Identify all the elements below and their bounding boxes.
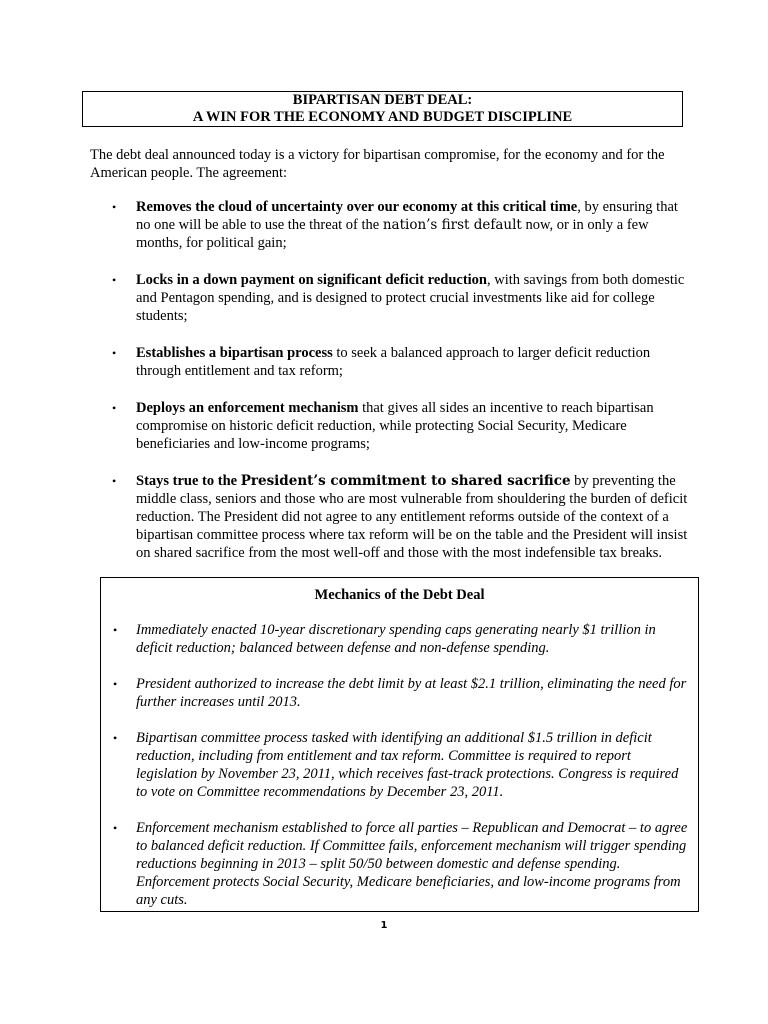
bullet-icon: • <box>112 200 117 214</box>
bullet-icon: • <box>113 821 118 835</box>
list-item <box>101 729 691 801</box>
mechanics-box <box>100 577 699 912</box>
bullet-icon: • <box>112 474 117 488</box>
bullet-heading: Locks in a down payment on significant deficit reduction <box>136 272 487 288</box>
bullet-heading: Stays true to the <box>136 473 241 489</box>
intro-paragraph: The debt deal announced today is a victory for bipartisan compromise, for the economy and for the American people. The agreement: <box>90 147 665 181</box>
bullet-heading: Removes the cloud of uncertainty over our economy at this critical time <box>136 199 578 215</box>
document-title-line2: A WIN FOR THE ECONOMY AND BUDGET DISCIPLINE <box>192 109 573 125</box>
bullet-icon: • <box>113 677 118 691</box>
bullet-text: , by ensuring that no one will be able to use the threat of the <box>136 199 678 233</box>
bullet-text: to seek a balanced approach to larger deficit reduction through entitlement and tax reform; <box>136 345 651 379</box>
document-title-box <box>82 91 683 127</box>
mechanics-list <box>101 621 691 927</box>
list-item <box>101 621 691 657</box>
bullet-icon: • <box>112 273 117 287</box>
mechanics-item-text: Enforcement mechanism established to force all parties – Republican and Democrat – to agree to balanced deficit reduction. If Committee fails, enforcement mechanism will trigger spending reductions beginning in 2013 – split 50/50 between domestic and defense spending. Enforcement protects Social Security, Medicare beneficiaries, and low-income programs from any cuts. <box>136 820 688 908</box>
mechanics-item-text: Bipartisan committee process tasked with identifying an additional $1.5 trillion in deficit reduction, including from entitlement and tax reform. Committee is required to report legislation by November 23, 2011, which receives fast-track protections. Congress is required to vote on Committee recommendations by December 23, 2011. <box>136 730 679 800</box>
bullet-icon: • <box>112 346 117 360</box>
list-item <box>90 472 690 562</box>
bullet-heading-alt-font: President’s commitment to shared sacrifice <box>240 473 571 489</box>
list-item <box>101 819 691 909</box>
agreement-bullet-list <box>90 198 690 581</box>
list-item <box>90 344 690 380</box>
document-title-line1: BIPARTISAN DEBT DEAL: <box>292 92 473 108</box>
mechanics-title: Mechanics of the Debt Deal <box>314 587 485 603</box>
bullet-icon: • <box>113 623 118 637</box>
bullet-text-alt-font: nation’s first default <box>382 217 522 233</box>
bullet-text: by preventing the middle class, seniors and those who are most vulnerable from shouldering the burden of deficit reduction. The President did not agree to any entitlement reforms outside of the context of a bipartisan committee process where tax reform will be on the table and the President will insist on shared sacrifice from the most well-off and those with the most indefensible tax breaks. <box>136 473 688 561</box>
mechanics-item-text: President authorized to increase the debt limit by at least $2.1 trillion, eliminating the need for further increases until 2013. <box>136 676 687 710</box>
list-item <box>90 198 690 252</box>
bullet-icon: • <box>113 731 118 745</box>
bullet-text: , with savings from both domestic and Pentagon spending, and is designed to protect crucial investments like aid for college students; <box>136 272 685 324</box>
bullet-heading: Deploys an enforcement mechanism <box>136 400 359 416</box>
page-number: 1 <box>380 920 388 931</box>
bullet-text: that gives all sides an incentive to reach bipartisan compromise on historic deficit reduction, while protecting Social Security, Medicare beneficiaries and low-income programs; <box>136 400 654 452</box>
bullet-text: now, or in only a few months, for political gain; <box>136 217 649 251</box>
list-item <box>90 399 690 453</box>
list-item <box>90 271 690 325</box>
mechanics-item-text: Immediately enacted 10-year discretionary spending caps generating nearly $1 trillion in deficit reduction; balanced between defense and non-defense spending. <box>136 622 656 656</box>
bullet-icon: • <box>112 401 117 415</box>
list-item <box>101 675 691 711</box>
bullet-heading: Establishes a bipartisan process <box>136 345 333 361</box>
